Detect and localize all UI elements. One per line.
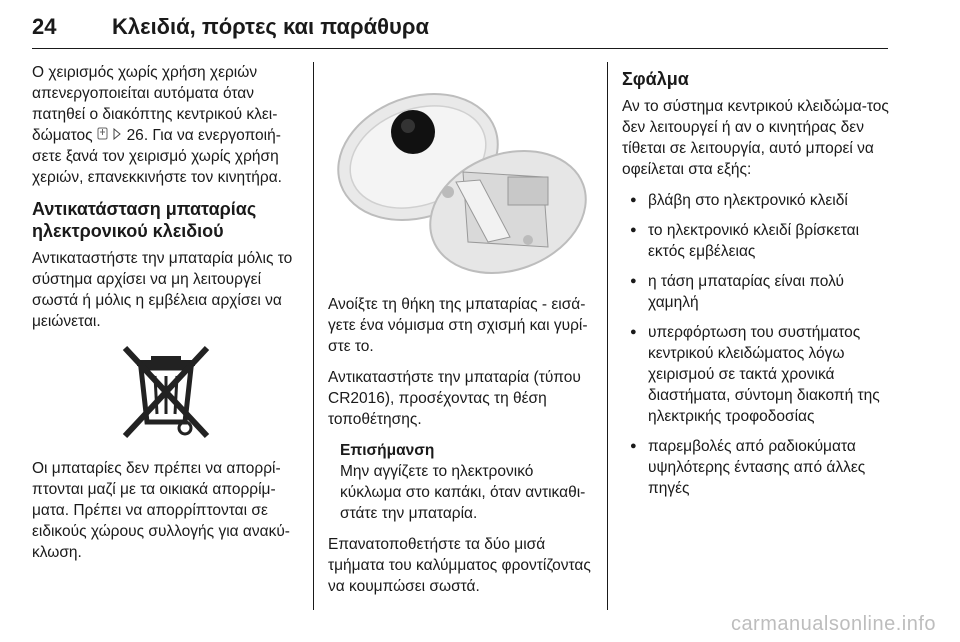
refit-paragraph: Επανατοποθετήστε τα δύο μισά τμήματα του καλύμματος φροντίζοντας να κουμπώσει σωστά. xyxy=(328,536,591,595)
page-reference[interactable]: 26 xyxy=(126,127,144,144)
page-title: Κλειδιά, πόρτες και παράθυρα xyxy=(112,14,429,39)
fault-causes-list xyxy=(622,190,890,499)
page-header xyxy=(32,10,888,46)
key-fob-battery-cover-illustration xyxy=(328,62,593,282)
header-rule xyxy=(32,48,888,49)
arrow-ref-icon xyxy=(112,125,122,146)
page-number: 24 xyxy=(32,14,57,39)
disposal-paragraph: Οι μπαταρίες δεν πρέπει να απορρί-πτονται μαζί με τα οικιακά απορρίμ-ματα. Πρέπει να απορρίπτονται σε ειδικούς χώρους συλλογής για ανακύ-κλωση. xyxy=(32,460,290,561)
list-item: ● παρεμβολές από ραδιοκύματα υψηλότερης έντασης από άλλες πηγές xyxy=(622,436,890,499)
notice-title: Επισήμανση xyxy=(340,442,435,459)
list-item: ● βλάβη στο ηλεκτρονικό κλειδί xyxy=(622,190,890,211)
section-heading-battery: Αντικατάσταση μπαταρίας ηλεκτρονικού κλειδιού xyxy=(32,199,257,241)
column-divider xyxy=(313,62,314,610)
notice-box xyxy=(340,440,593,524)
recycle-symbol xyxy=(32,342,300,448)
watermark: carmanualsonline.info xyxy=(730,613,936,635)
replace-paragraph: Αντικαταστήστε την μπαταρία μόλις το σύστημα αρχίσει να μη λειτουργεί σωστά ή μόλις η εμβέλεια αρχίσει να μειώνεται. xyxy=(32,250,293,330)
crossed-out-wheelie-bin-icon xyxy=(111,342,221,442)
page-ref-icon xyxy=(97,125,108,146)
column-right xyxy=(622,62,890,508)
column-middle xyxy=(328,62,593,607)
notice-body: Μην αγγίζετε το ηλεκτρονικό κύκλωμα στο καπάκι, όταν αντικαθι-στάτε την μπαταρία. xyxy=(340,463,586,522)
list-item: ● το ηλεκτρονικό κλειδί βρίσκεται εκτός εμβέλειας xyxy=(622,220,890,262)
hands-free-paragraph: Ο χειρισμός χωρίς χρήση χεριών απενεργοποιείται αυτόματα όταν πατηθεί ο διακόπτης κεντρικού κλει-δώματος 26. Για να ενεργοποιή-σετε ξανά τον χειρισμό χωρίς χρήση χεριών, επανεκκινήστε τον κινητήρα. xyxy=(32,64,282,186)
fault-intro-paragraph: Αν το σύστημα κεντρικού κλειδώμα-τος δεν λειτουργεί ή αν ο κινητήρας δεν τίθεται σε λειτουργία, αυτό μπορεί να οφείλεται στα εξής: xyxy=(622,98,889,178)
list-item: ● η τάση μπαταρίας είναι πολύ χαμηλή xyxy=(622,271,890,313)
section-heading-fault: Σφάλμα xyxy=(622,69,689,89)
list-item: ● υπερφόρτωση του συστήματος κεντρικού κλειδώματος λόγω χειρισμού σε τακτά χρονικά διαστήματα, σύντομη διακοπή της ηλεκτρικής τροφοδοσίας xyxy=(622,322,890,427)
open-case-paragraph: Ανοίξτε τη θήκη της μπαταρίας - εισά-γετε ένα νόμισμα στη σχισμή και γυρί-στε το. xyxy=(328,296,588,355)
column-left xyxy=(32,62,300,573)
battery-type-paragraph: Αντικαταστήστε την μπαταρία (τύπου CR2016), προσέχοντας τη θέση τοποθέτησης. xyxy=(328,369,581,428)
column-divider xyxy=(607,62,608,610)
